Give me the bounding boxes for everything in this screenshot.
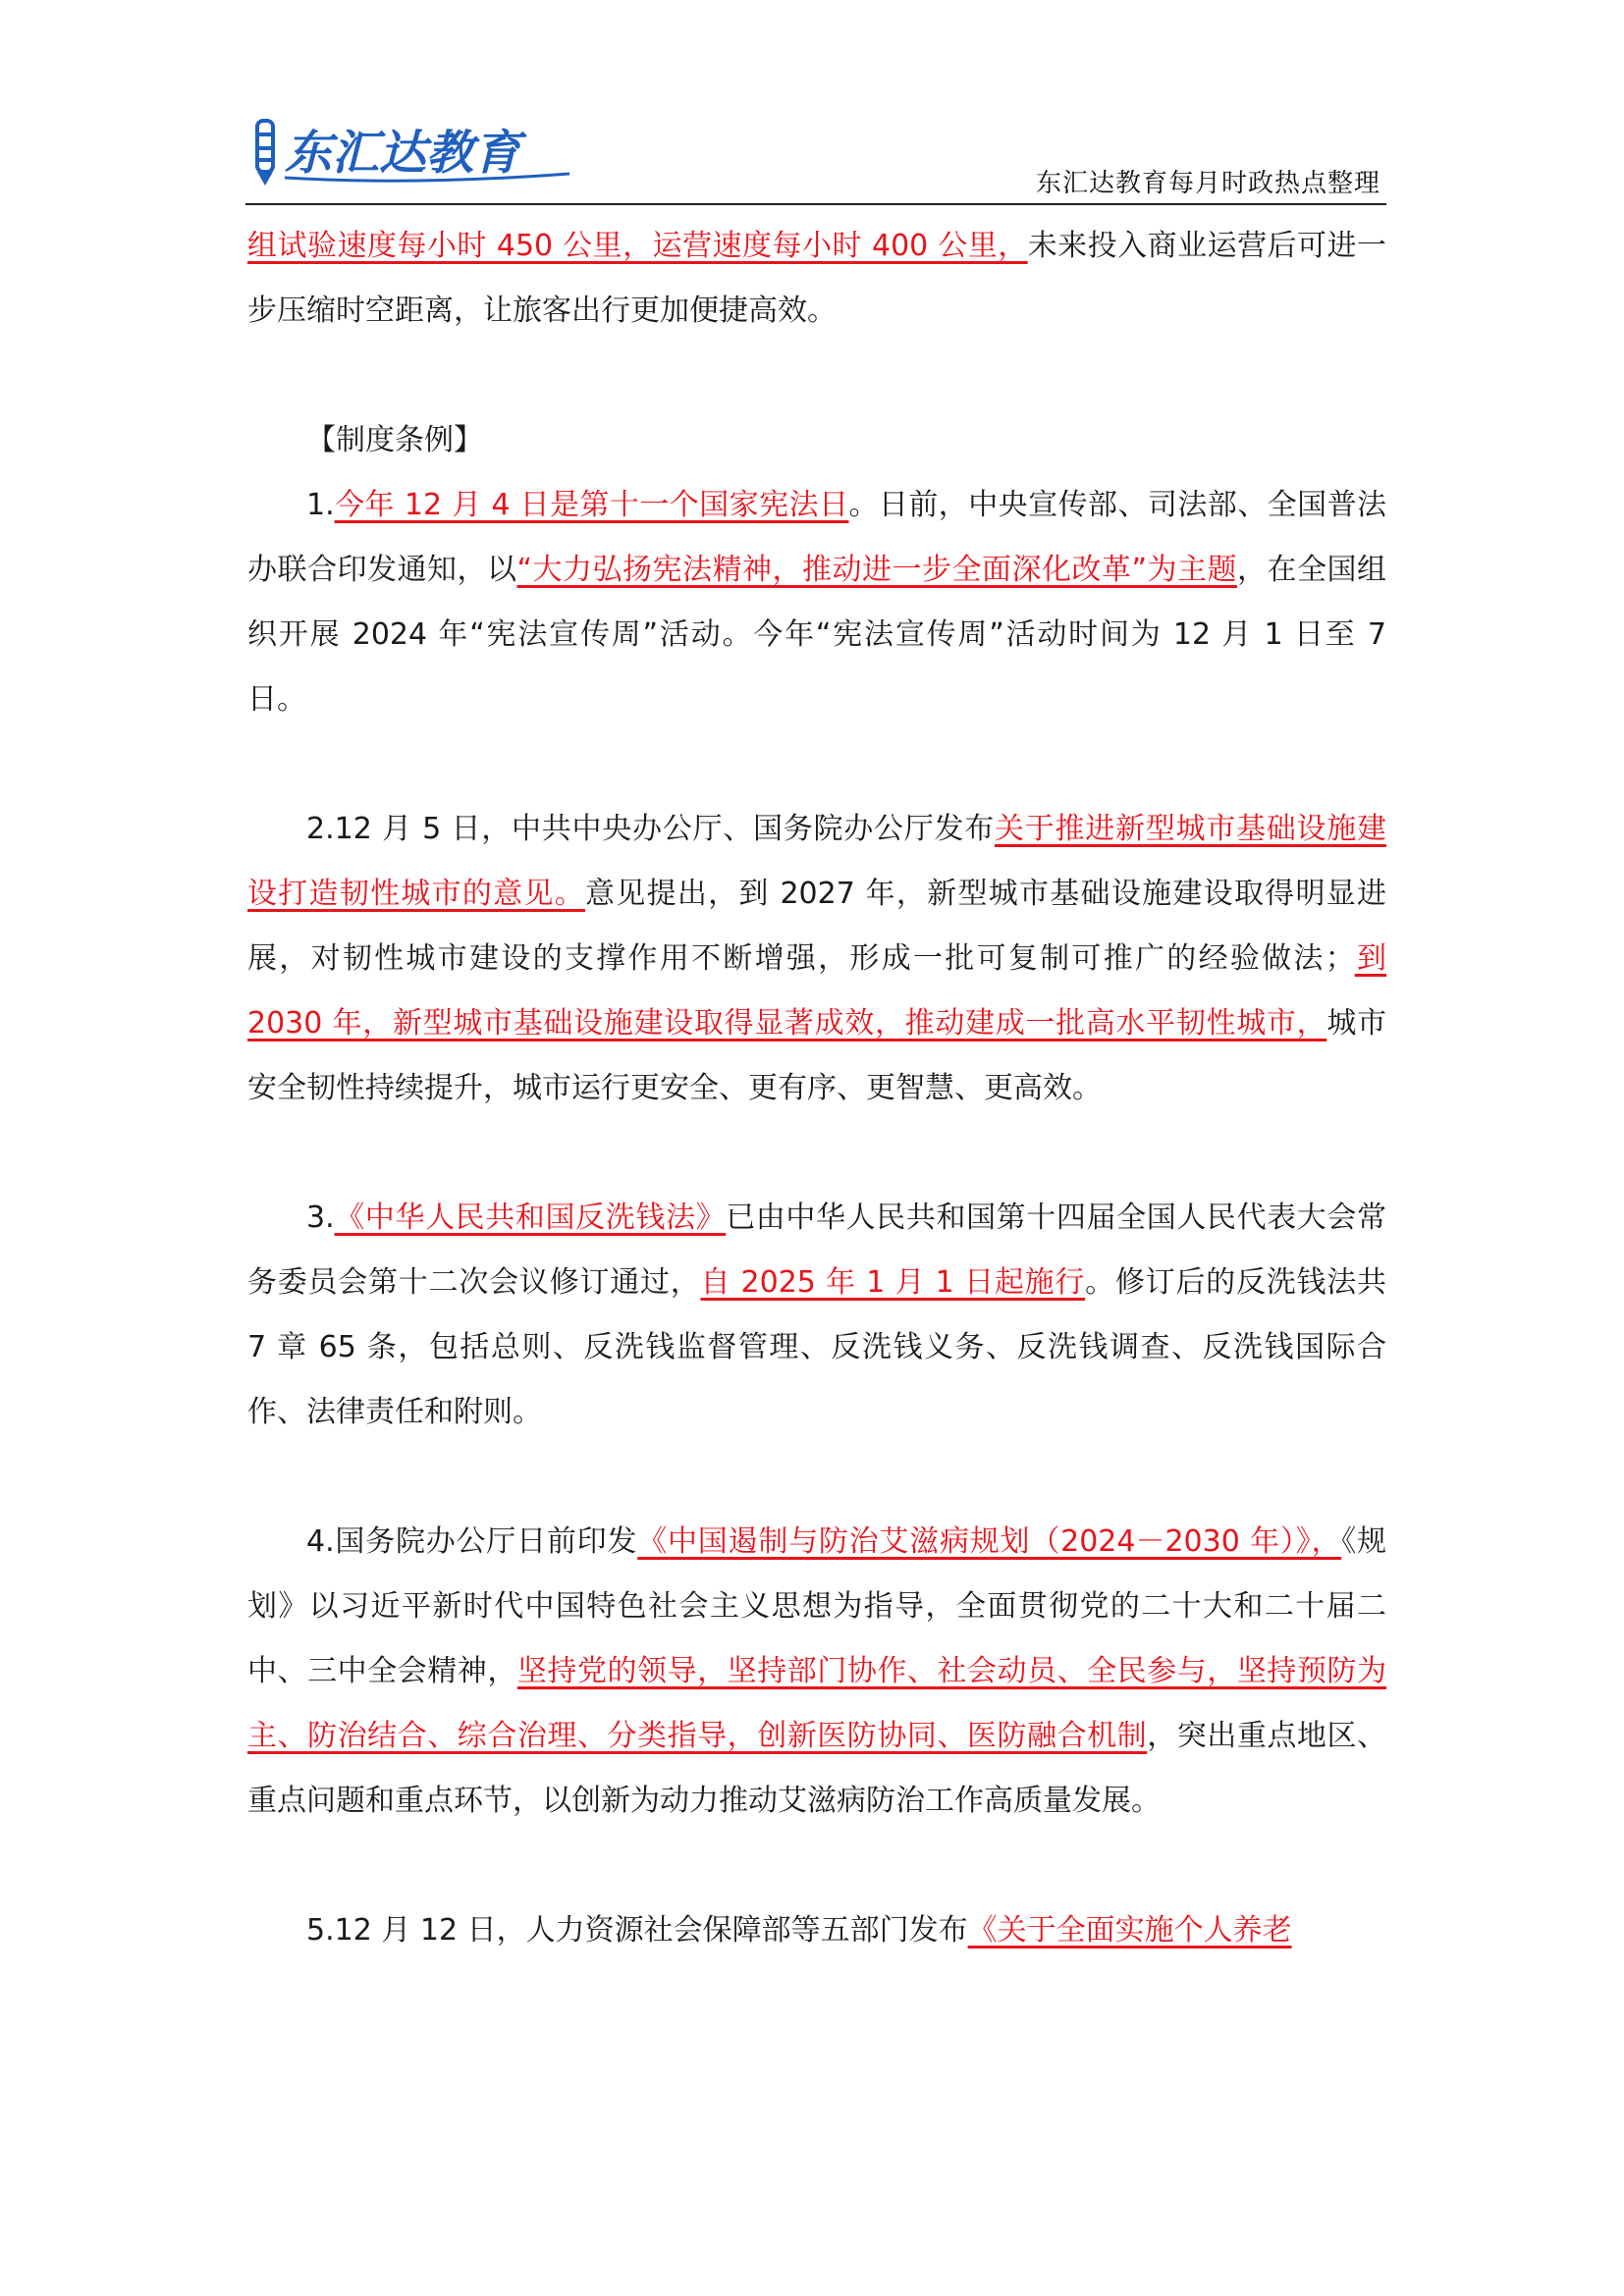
item-paragraph-4 <box>247 1510 1386 1834</box>
highlight-text: 组试验速度每小时 450 公里，运营速度每小时 400 公里， <box>247 229 1028 263</box>
highlight-text: 今年 12 月 4 日是第十一个国家宪法日 <box>334 488 849 522</box>
body-text: 城市安全韧性持续提升，城市运行更安全、更有序、更智慧、更高效。 <box>247 1006 1387 1105</box>
highlight-text: 《关于全面实施个人养老 <box>967 1913 1292 1948</box>
item-paragraph-3 <box>247 1186 1386 1445</box>
body-text: ，在全国组织开展 2024 年“宪法宣传周”活动。今年“宪法宣传周”活动时间为 12 月 1 日至 7 日。 <box>247 553 1387 717</box>
body-text: ，突出重点地区、重点问题和重点环节，以创新为动力推动艾滋病防治工作高质量发展。 <box>247 1719 1387 1818</box>
highlight-text: 《中国遏制与防治艾滋病规划（2024－2030 年）》， <box>637 1524 1342 1559</box>
body-text: 《规划》以习近平新时代中国特色社会主义思想为指导，全面贯彻党的二十大和二十届二中、三中全会精神， <box>247 1524 1387 1688</box>
item-lead: 4.国务院办公厅日前印发 <box>306 1524 638 1559</box>
item-paragraph-1 <box>247 473 1386 732</box>
highlight-text: 自 2025 年 1 月 1 日起施行 <box>700 1265 1086 1300</box>
body-text: 意见提出，到 2027 年，新型城市基础设施建设取得明显进展，对韧性城市建设的支撑作用不断增强，形成一批可复制可推广的经验做法； <box>247 877 1387 976</box>
pen-icon <box>257 121 273 186</box>
item-number: 1. <box>306 488 335 522</box>
item-paragraph-5 <box>247 1898 1386 1963</box>
item-number: 3. <box>306 1201 335 1235</box>
brand-logo <box>245 115 579 191</box>
highlight-text: 坚持党的领导，坚持部门协作、社会动员、全民参与，坚持预防为主、防治结合、综合治理、分类指导，创新医防协同、医防融合机制 <box>247 1654 1387 1753</box>
page-header <box>245 113 1386 205</box>
body-text: 。日前，中央宣传部、司法部、全国普法办联合印发通知，以 <box>247 488 1387 587</box>
document-body <box>247 214 1386 1963</box>
item-paragraph-2 <box>247 797 1386 1121</box>
body-text: 未来投入商业运营后可进一步压缩时空距离，让旅客出行更加便捷高效。 <box>247 229 1386 328</box>
section-title: 【制度条例】 <box>306 423 483 457</box>
item-lead: 2.12 月 5 日，中共中央办公厅、国务院办公厅发布 <box>306 812 995 846</box>
item-lead: 5.12 月 12 日，人力资源社会保障部等五部门发布 <box>306 1913 968 1948</box>
highlight-text: 《中华人民共和国反洗钱法》 <box>334 1201 727 1235</box>
header-title: 东汇达教育每月时政热点整理 <box>1035 169 1380 198</box>
highlight-text: 到 2030 年，新型城市基础设施建设取得显著成效，推动建成一批高水平韧性城市， <box>247 941 1387 1041</box>
body-text: 。修订后的反洗钱法共 7 章 65 条，包括总则、反洗钱监督管理、反洗钱义务、反洗钱调查、反洗钱国际合作、法律责任和附则。 <box>247 1265 1386 1429</box>
intro-paragraph <box>247 214 1386 344</box>
highlight-text: 关于推进新型城市基础设施建设打造韧性城市的意见。 <box>247 812 1386 911</box>
body-text: 已由中华人民共和国第十四届全国人民代表大会常务委员会第十二次会议修订通过， <box>247 1201 1387 1300</box>
svg-text:东汇达教育: 东汇达教育 <box>285 126 521 181</box>
highlight-text: “大力弘扬宪法精神，推动进一步全面深化改革”为主题 <box>516 553 1238 587</box>
